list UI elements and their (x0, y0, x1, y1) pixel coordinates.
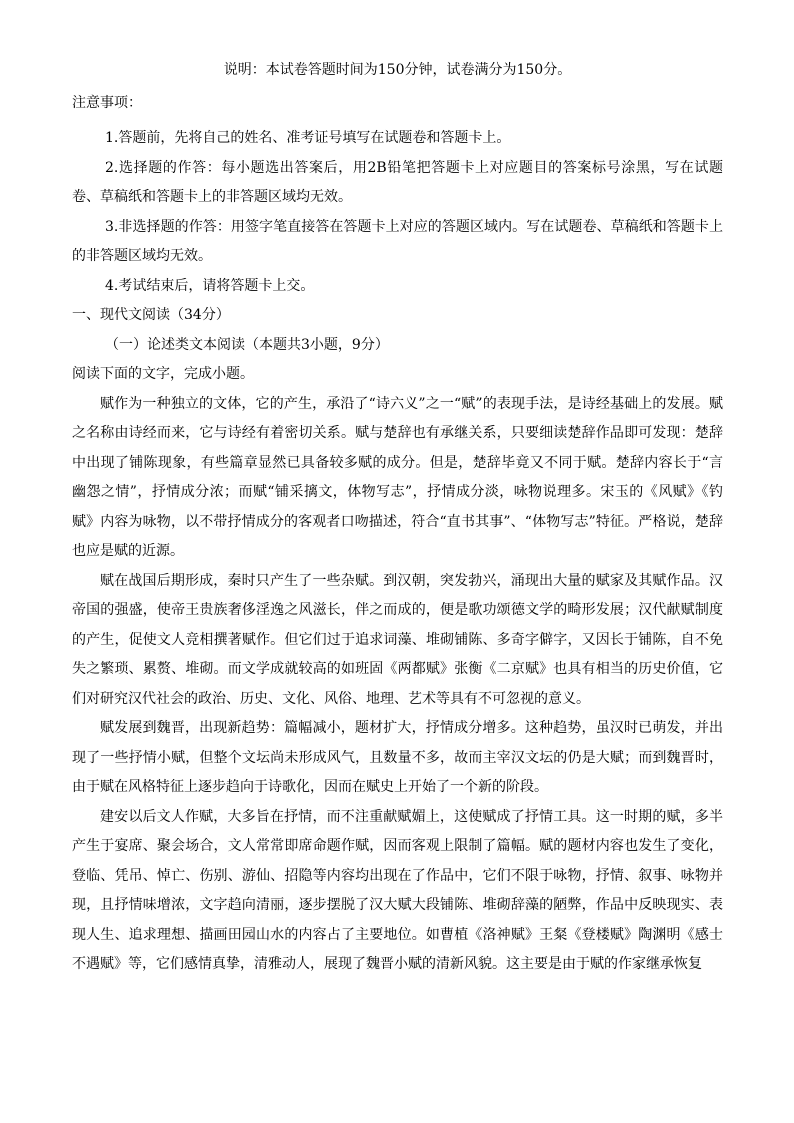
notes-title: 注意事项： (72, 95, 142, 111)
section-title: 一、现代文阅读（34分） (72, 307, 230, 323)
exam-instructions: 说明：本试卷答题时间为150分钟，试卷满分为150分。 (223, 62, 572, 78)
passage-paragraph-3: 赋发展到魏晋，出现新趋势：篇幅减小，题材扩大，抒情成分增多。这种趋势，虽汉时已萌发，并出现了一些抒情小赋，但整个文坛尚未形成风气，且数量不多，故而主宰汉文坛的仍是大赋；而到魏晋时，由于赋在风格特征上逐步趋向于诗歌化，因而在赋史上开始了一个新的阶段。 (72, 720, 723, 795)
note-item-2: 2.选择题的作答：每小题选出答案后，用2B铅笔把答题卡上对应题目的答案标号涂黑，写在试题卷、草稿纸和答题卡上的非答题区域均无效。 (72, 159, 723, 205)
section-subtitle: （一）论述类文本阅读（本题共3小题，9分） (105, 336, 389, 353)
note-item-1: 1.答题前，先将自己的姓名、准考证号填写在试题卷和答题卡上。 (105, 130, 511, 146)
exam-page (72, 60, 723, 980)
note-item-4: 4.考试结束后，请将答题卡上交。 (105, 277, 315, 294)
passage-paragraph-4: 建安以后文人作赋，大多旨在抒情，而不注重献赋媚上，这使赋成了抒情工具。这一时期的赋，多半产生于宴席、聚会场合，文人常常即席命题作赋，因而客观上限制了篇幅。赋的题材内容也发生了变化，登临、凭吊、悼亡、伤别、游仙、招隐等内容均出现在了作品中，它们不限于咏物，抒情、叙事、咏物并现，且抒情味增浓，文字趋向清丽，逐步摆脱了汉大赋大段铺陈、堆砌辞藻的陋弊，作品中反映现实、表现人生、追求理想、描画田园山水的内容占了主要地位。如曹植《洛神赋》王粲《登楼赋》陶渊明《感士不遇赋》等，它们感情真挚，清雅动人，展现了魏晋小赋的清新风貌。这主要是由于赋的作家继承恢复 (72, 808, 723, 972)
passage-paragraph-2: 赋在战国后期形成，秦时只产生了一些杂赋。到汉朝，突发勃兴，涌现出大量的赋家及其赋作品。汉帝国的强盛，使帝王贵族奢侈淫逸之风滋长，伴之而成的，便是歌功颂德文学的畸形发展；汉代献赋制度的产生，促使文人竞相撰著赋作。但它们过于追求词藻、堆砌铺陈、多奇字僻字，又因长于铺陈，自不免失之繁琐、累赘、堆砌。而文学成就较高的如班固《两都赋》张衡《二京赋》也具有相当的历史价值，它们对研究汉代社会的政治、历史、文化、风俗、地理、艺术等具有不可忽视的意义。 (72, 572, 723, 707)
passage-paragraph-1: 赋作为一种独立的文体，它的产生，承沿了“诗六义”之一“赋”的表现手法，是诗经基础上的发展。赋之名称由诗经而来，它与诗经有着密切关系。赋与楚辞也有承继关系，只要细读楚辞作品即可发现：楚辞中出现了铺陈现象，有些篇章显然已具备较多赋的成分。但是，楚辞毕竟又不同于赋。楚辞内容长于“言幽怨之情”，抒情成分浓；而赋“铺采摛文，体物写志”，抒情成分淡，咏物说理多。宋玉的《风赋》《钓赋》内容为咏物，以不带抒情成分的客观者口吻描述，符合“直书其事”、“体物写志”特征。严格说，楚辞也应是赋的近源。 (72, 395, 723, 559)
reading-prompt: 阅读下面的文字，完成小题。 (72, 366, 254, 382)
note-item-3: 3.非选择题的作答：用签字笔直接答在答题卡上对应的答题区域内。写在试题卷、草稿纸和答题卡上的非答题区域均无效。 (72, 218, 723, 264)
